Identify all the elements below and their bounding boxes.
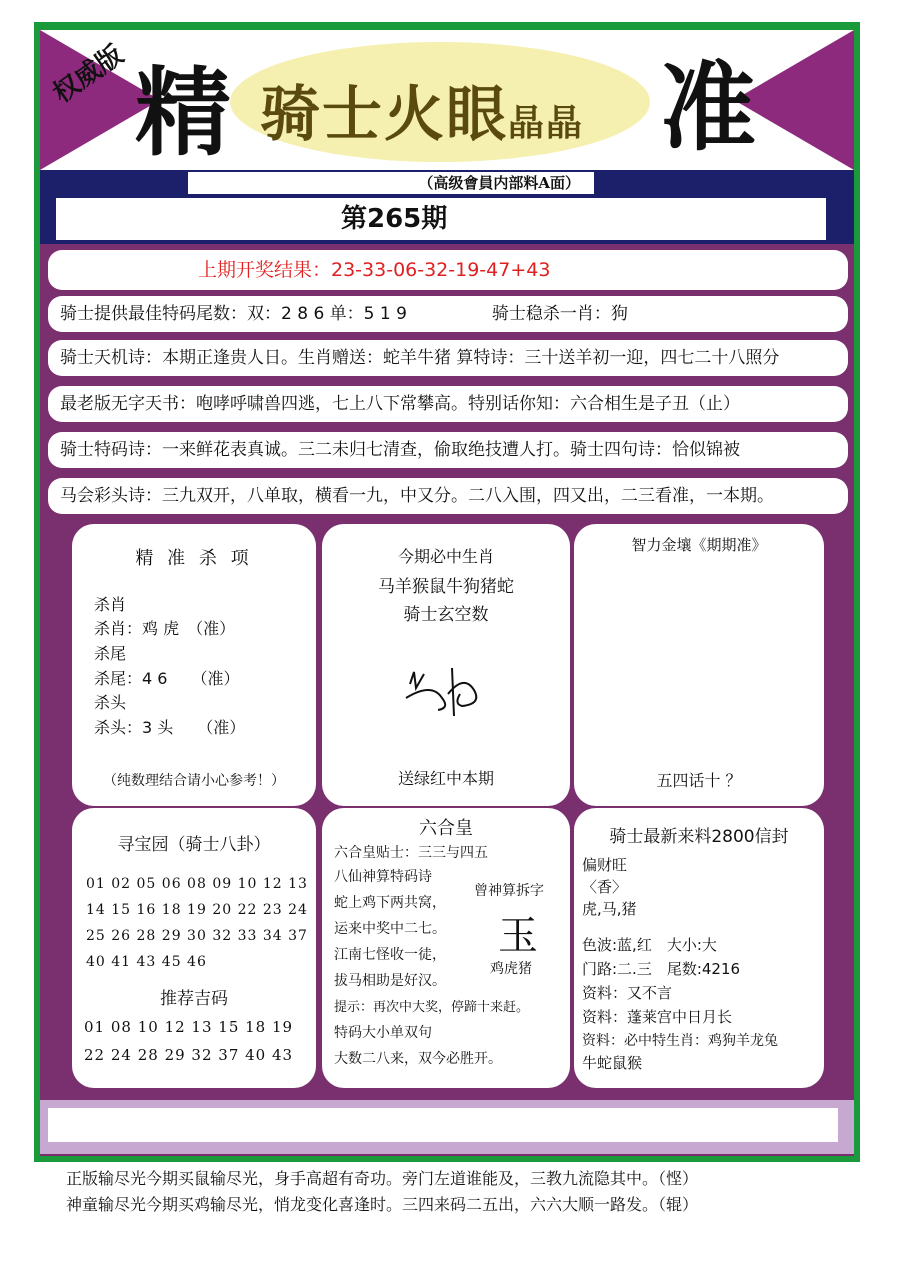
header-banner	[40, 30, 854, 170]
box-line: 大数二八来，双今必胜开。	[334, 1051, 502, 1067]
big-character: 玉	[498, 913, 538, 959]
box-line: 色波:蓝,红 大小:大	[582, 936, 717, 954]
number-row: 01 02 05 06 08 09 10 12 13	[86, 876, 308, 892]
box-line: 运来中奖中二七。	[334, 921, 446, 937]
side-bottom: 鸡虎猪	[490, 961, 532, 977]
info-row: 骑士提供最佳特码尾数：双：2 8 6 单：5 1 9 骑士稳杀一肖：狗	[48, 296, 848, 332]
footer-line: 正版输尽光今期买鼠输尽光，身手高超有奇功。旁门左道谁能及，三教九流隐其中。（悭）	[66, 1169, 699, 1188]
box-line: 特码大小单双句	[334, 1025, 432, 1041]
title-small-text: 晶晶	[508, 102, 585, 144]
wisdom-box	[574, 524, 824, 806]
signature-drawing	[402, 654, 492, 724]
box-line: 门路:二.三 尾数:4216	[582, 960, 741, 978]
info-row: 马会彩头诗：三九双开，八单取，横看一九，中又分。二八入围，四又出，二三看准，一本期。	[48, 478, 848, 514]
title-right-char: 准	[660, 51, 756, 164]
envelope-box	[574, 808, 824, 1088]
footer-line: 神童输尽光今期买鸡输尽光，悄龙变化喜逢时。三四来码二五出，六六大顺一路发。（辊）	[66, 1195, 699, 1214]
side-title: 曾神算拆字	[474, 883, 544, 899]
box-line: 八仙神算特码诗	[334, 869, 432, 885]
liuhe-box	[322, 808, 570, 1088]
box-title: 精 准 杀 项	[135, 548, 253, 569]
kill-items-box	[72, 524, 316, 806]
box-line: 牛蛇鼠猴	[582, 1054, 643, 1072]
number-row: 14 15 16 18 19 20 22 23 24	[86, 902, 308, 918]
issue-number: 第265期	[56, 198, 826, 240]
box-line: 江南七怪收一徒，	[334, 947, 446, 963]
box-bottom: 送绿红中本期	[397, 769, 494, 788]
box-line: 杀尾	[94, 644, 127, 663]
box-line: 提示：再次中大奖，停蹄十来赶。	[334, 1000, 530, 1015]
must-win-box	[322, 524, 570, 806]
box-line: 资料：又不言	[582, 984, 673, 1002]
box-title: 智力金壤《期期准》	[631, 536, 767, 554]
box-title: 六合皇	[419, 818, 473, 839]
box-note: （纯数理结合请小心参考！）	[103, 773, 285, 789]
info-row: 最老版无字天书：咆哮呼啸兽四逃，七上八下常攀高。特别话你知：六合相生是子丑（止）	[48, 386, 848, 422]
title-main	[260, 80, 585, 150]
box-line: 杀肖	[94, 595, 127, 614]
box-line: 杀尾：4 6 （准）	[94, 669, 240, 688]
info-row: 骑士特码诗：一来鲜花表真诚。三二未归七清查，偷取绝技遭人打。骑士四句诗：恰似锦被	[48, 432, 848, 468]
box-line: 六合皇贴士：三三与四五	[334, 845, 488, 861]
box-line: 偏财旺	[582, 856, 628, 874]
box-line: 杀头	[94, 693, 127, 712]
box-line: 〈香〉	[582, 878, 628, 896]
number-row: 40 41 43 45 46	[86, 954, 207, 970]
box-line: 拔马相助是好汉。	[334, 973, 446, 989]
box-title: 骑士最新来料2800信封	[609, 827, 789, 847]
box-line: 马羊猴鼠牛狗猪蛇	[378, 577, 514, 597]
box-bottom: 五四话十 ？	[656, 771, 742, 790]
box-line: 今期必中生肖	[397, 547, 494, 566]
title-left-char: 精	[135, 56, 231, 169]
box-line: 虎,马,猪	[582, 900, 637, 918]
box-title: 寻宝园（骑士八卦）	[117, 835, 271, 855]
box-line: 杀头：3 头 （准）	[94, 718, 246, 737]
box-line: 蛇上鸡下两共窝，	[334, 895, 446, 911]
number-row: 25 26 28 29 30 32 33 34 37	[86, 928, 308, 944]
number-row: 01 08 10 12 13 15 18 19	[84, 1018, 294, 1036]
last-result: 上期开奖结果：23-33-06-32-19-47+43	[48, 250, 848, 290]
info-row: 骑士天机诗：本期正逢贵人日。生肖赠送：蛇羊牛猪 算特诗：三十送羊初一迎，四七二十八照分	[48, 340, 848, 376]
box-line: 资料：必中特生肖：鸡狗羊龙兔	[582, 1033, 778, 1049]
subtitle: （高级會員内部料A面）	[188, 172, 594, 194]
number-row: 22 24 28 29 32 37 40 43	[84, 1046, 294, 1064]
authority-stamp: 权威版	[47, 39, 129, 110]
bottom-blank	[48, 1108, 838, 1142]
title-main-text: 骑士火眼	[260, 80, 508, 150]
box-line: 资料：蓬莱宫中日月长	[582, 1008, 733, 1026]
box-line: 杀肖：鸡 虎 （准）	[94, 619, 236, 638]
treasure-box	[72, 808, 316, 1088]
box-line: 骑士玄空数	[403, 605, 489, 625]
box-subtitle: 推荐吉码	[160, 989, 228, 1009]
